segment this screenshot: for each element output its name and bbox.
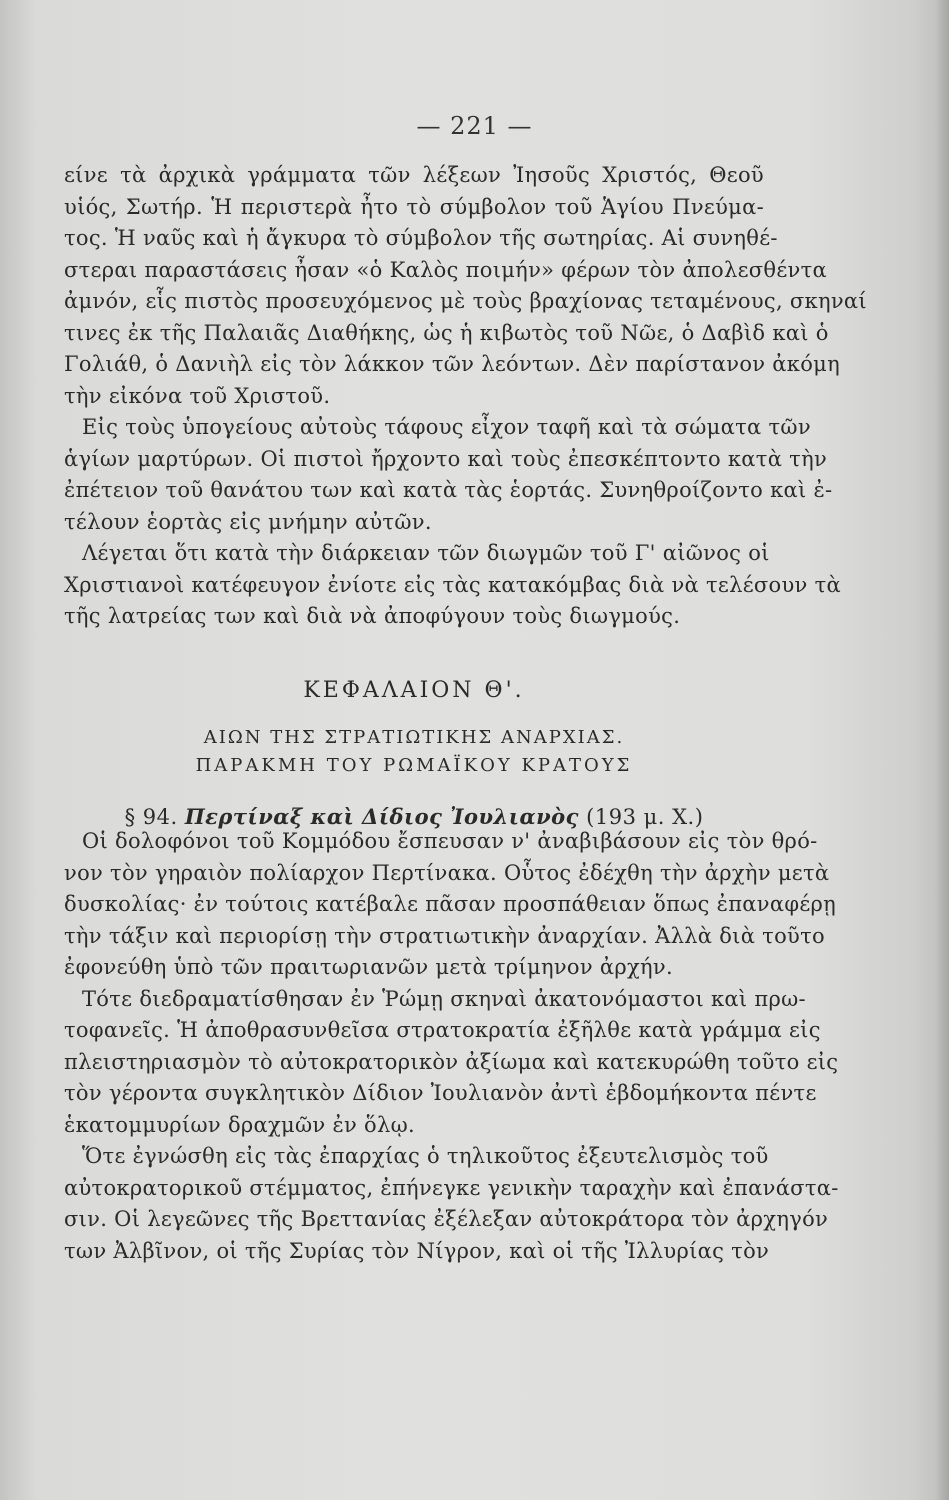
text-line: Ὅτε ἐγνώσθη εἰς τὰς ἐπαρχίας ὁ τηλικοῦτος ἐξευτελισμὸς τοῦ xyxy=(82,1144,769,1168)
text-line: ἁγίων μαρτύρων. Οἱ πιστοὶ ἤρχοντο καὶ τοὺς ἐπεσκέπτοντο κατὰ τὴν xyxy=(64,446,828,471)
text-line: είνε τὰ ἀρχικὰ γράμματα τῶν λέξεων Ἰησοῦς Χριστός, Θεοῦ xyxy=(64,163,764,187)
text-line: νον τὸν γηραιὸν πολίαρχον Περτίνακα. Οὗτος ἐδέχθη τὴν ἀρχὴν μετὰ xyxy=(64,860,830,885)
text-line: τινες ἐκ τῆς Παλαιᾶς Διαθήκης, ὡς ἡ κιβωτὸς τοῦ Νῶε, ὁ Δαβὶδ καὶ ὁ xyxy=(64,320,829,345)
body-text-bottom xyxy=(64,826,839,1267)
text-line: υἱός, Σωτήρ. Ἡ περιστερὰ ἦτο τὸ σύμβολον τοῦ Ἁγίου Πνεύμα- xyxy=(64,194,764,219)
section-date: (193 μ. Χ.) xyxy=(586,805,704,829)
text-line: ἀμνόν, εἷς πιστὸς προσευχόμενος μὲ τοὺς βραχίονας τεταμένους, σκηναί xyxy=(64,289,867,313)
text-line: Χριστιανοὶ κατέφευγον ἐνίοτε εἰς τὰς κατακόμβας διὰ νὰ τελέσουν τὰ xyxy=(64,572,841,597)
text-line: δυσκολίας· ἐν τούτοις κατέβαλε πᾶσαν προσπάθειαν ὅπως ἐπαναφέρῃ xyxy=(64,892,837,916)
text-line: ἑκατομμυρίων δραχμῶν ἐν ὅλῳ. xyxy=(64,1112,416,1137)
chapter-subtitle-2: ΠΑΡΑΚΜΗ ΤΟΥ ΡΩΜΑΪΚΟΥ ΚΡΑΤΟΥΣ xyxy=(195,755,633,776)
body-text-top xyxy=(64,160,867,633)
page-number: — 221 — xyxy=(416,112,533,140)
text-line: ἐφονεύθη ὑπὸ τῶν πραιτωριανῶν μετὰ τρίμηνον ἀρχήν. xyxy=(64,955,673,979)
text-line: Λέγεται ὅτι κατὰ τὴν διάρκειαν τῶν διωγμῶν τοῦ Γ' αἰῶνος οἱ xyxy=(82,541,770,565)
text-line: Τότε διεδραματίσθησαν ἐν Ῥώμῃ σκηναὶ ἀκατονόμαστοι καὶ πρω- xyxy=(82,986,806,1011)
text-line: Εἰς τοὺς ὑπογείους αὐτοὺς τάφους εἶχον ταφῆ καὶ τὰ σώματα τῶν xyxy=(82,415,811,439)
text-line: σιν. Οἱ λεγεῶνες τῆς Βρεττανίας ἐξέλεξαν αὐτοκράτορα τὸν ἀρχηγόν xyxy=(64,1207,829,1231)
text-line: των Ἀλβῖνον, οἱ τῆς Συρίας τὸν Νίγρον, καὶ οἱ τῆς Ἰλλυρίας τὸν xyxy=(64,1238,770,1263)
text-line: τὸν γέροντα συγκλητικὸν Δίδιον Ἰουλιανὸν ἀντὶ ἑβδομήκοντα πέντε xyxy=(64,1081,817,1105)
text-line: ἐπέτειον τοῦ θανάτου των καὶ κατὰ τὰς ἑορτάς. Συνηθροίζοντο καὶ ἐ- xyxy=(64,478,833,502)
page-edge-shadow xyxy=(935,0,949,1500)
text-line: τοφανεῖς. Ἡ ἀποθρασυνθεῖσα στρατοκρατία ἐξῆλθε κατὰ γράμμα εἰς xyxy=(64,1018,821,1042)
text-line: τος. Ἡ ναῦς καὶ ἡ ἄγκυρα τὸ σύμβολον τῆς σωτηρίας. Αἱ συνηθέ- xyxy=(64,226,778,250)
chapter-title: ΚΕΦΑΛΑΙΟΝ Θ'. xyxy=(303,678,525,703)
text-line: Γολιάθ, ὁ Δανιὴλ εἰς τὸν λάκκον τῶν λεόντων. Δὲν παρίστανον ἀκόμη xyxy=(64,352,840,376)
text-line: τὴν τάξιν καὶ περιορίσῃ τὴν στρατιωτικὴν ἀναρχίαν. Ἀλλὰ διὰ τοῦτο xyxy=(64,923,825,948)
text-line: αὐτοκρατορικοῦ στέμματος, ἐπήνεγκε γενικὴν ταραχὴν καὶ ἐπανάστα- xyxy=(64,1175,839,1200)
text-line: πλειστηριασμὸν τὸ αὐτοκρατορικὸν ἀξίωμα καὶ κατεκυρώθη τοῦτο εἰς xyxy=(64,1049,839,1074)
text-line: τῆς λατρείας των καὶ διὰ νὰ ἀποφύγουν τοὺς διωγμούς. xyxy=(64,604,681,628)
section-number: § 94. xyxy=(124,805,178,829)
text-line: τὴν εἰκόνα τοῦ Χριστοῦ. xyxy=(64,383,331,408)
text-line: Οἱ δολοφόνοι τοῦ Κομμόδου ἔσπευσαν ν' ἀναβιβάσουν εἰς τὸν θρό- xyxy=(82,829,818,853)
chapter-heading xyxy=(64,676,764,832)
text-line: τέλουν ἑορτὰς εἰς μνήμην αὐτῶν. xyxy=(64,509,432,534)
section-name: Περτίναξ καὶ Δίδιος Ἰουλιανὸς xyxy=(184,804,579,829)
chapter-subtitle-1: ΑΙΩΝ ΤΗΣ ΣΤΡΑΤΙΩΤΙΚΗΣ ΑΝΑΡΧΙΑΣ. xyxy=(203,727,625,748)
text-line: στεραι παραστάσεις ἦσαν «ὁ Καλὸς ποιμήν» φέρων τὸν ἀπολεσθέντα xyxy=(64,257,827,282)
